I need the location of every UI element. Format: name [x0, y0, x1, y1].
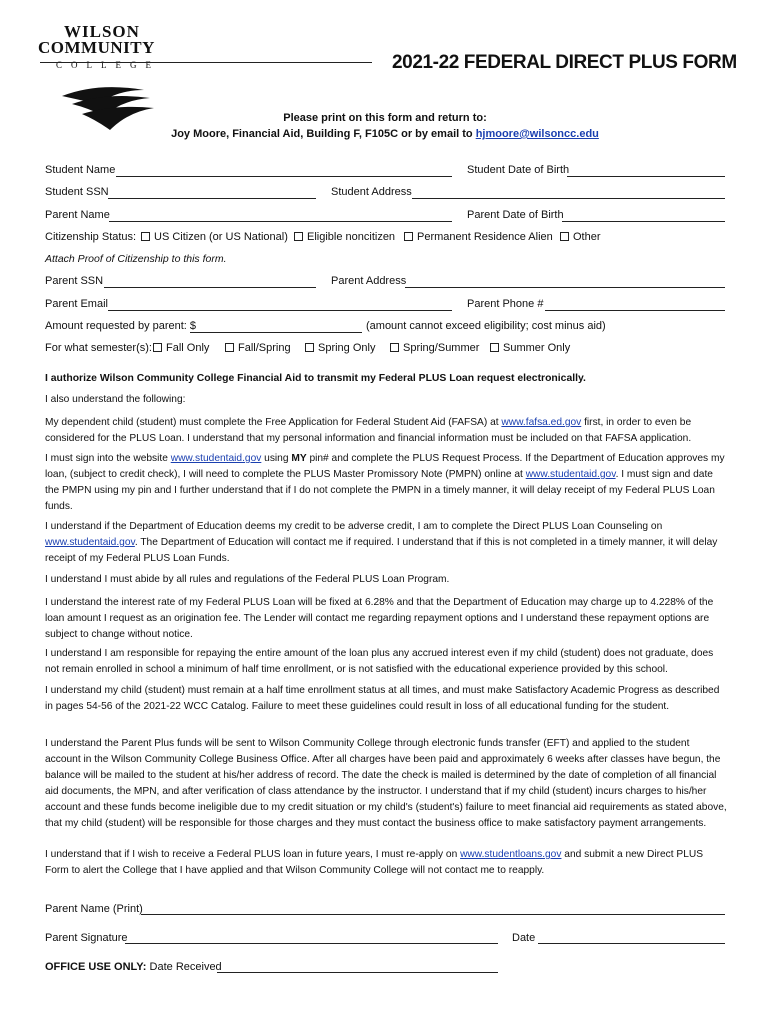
checkbox-icon[interactable] — [294, 232, 303, 241]
cit-option-label: Permanent Residence Alien — [417, 231, 553, 243]
parent-name-field[interactable] — [109, 221, 452, 222]
parent-name-print-label: Parent Name (Print) — [45, 903, 143, 915]
citizenship-label: Citizenship Status: — [45, 231, 137, 243]
parent-ssn-label: Parent SSN — [45, 275, 104, 287]
instructions-text: Joy Moore, Financial Aid, Building F, F105C or by email to — [171, 128, 476, 140]
cit-option-permanent[interactable] — [404, 231, 553, 243]
p2-text: I must sign into the website — [45, 453, 171, 464]
student-ssn-label: Student SSN — [45, 186, 109, 198]
sem-option-label: Spring Only — [318, 342, 376, 354]
parent-phone-label: Parent Phone # — [467, 298, 544, 310]
email-link[interactable]: hjmoore@wilsoncc.edu — [475, 128, 599, 140]
office-use-bold: OFFICE USE ONLY: — [45, 961, 147, 973]
fafsa-link[interactable]: www.fafsa.ed.gov — [501, 417, 582, 428]
checkbox-icon[interactable] — [390, 343, 399, 352]
p3-text: I understand if the Department of Education deems my credit to be adverse credit, I am to complete the Direct PLUS Loan Counseling on — [45, 521, 663, 532]
p2-text: using — [261, 453, 292, 464]
studentaid-link-3[interactable]: www.studentaid.gov — [45, 537, 135, 548]
p1-text-end: first, in order to even be considered for the PLUS Loan. I understand that my personal information and financial information must be included on that FAFSA application. — [45, 417, 692, 444]
cit-option-label: Other — [573, 231, 601, 243]
parent-signature-field[interactable] — [125, 943, 498, 944]
sem-option-spring[interactable] — [305, 342, 375, 354]
amount-note: (amount cannot exceed eligibility; cost minus aid) — [366, 320, 606, 332]
parent-phone-field[interactable] — [545, 310, 725, 311]
p9-text: I understand that if I wish to receive a Federal PLUS loan in future years, I must re-apply on — [45, 849, 461, 860]
header-rule — [40, 62, 372, 63]
parent-name-print-field[interactable] — [141, 914, 725, 915]
paragraph-fafsa — [45, 415, 727, 447]
sem-option-label: Fall/Spring — [238, 342, 291, 354]
student-address-field[interactable] — [412, 198, 725, 199]
amount-field[interactable] — [190, 332, 362, 333]
checkbox-icon[interactable] — [490, 343, 499, 352]
office-date-received: Date Received — [146, 961, 222, 973]
attach-note: Attach Proof of Citizenship to this form. — [45, 253, 227, 265]
student-ssn-field[interactable] — [108, 198, 316, 199]
p2-text: pin# and complete the PLUS Request Process. If the Department of Education approves my loan, (subject to credit check), I will need to complete the PLUS Master Promissory Note (PMPN) online at — [45, 453, 725, 480]
sem-option-label: Fall Only — [166, 342, 210, 354]
p2-text-end: . I must sign and date the PMPN using my pin and I further understand that if I do not complete the PMPN in a timely manner, it will delay receipt of my Federal PLUS Loan funds. — [45, 469, 715, 512]
parent-email-label: Parent Email — [45, 298, 108, 310]
paragraph-enrollment: I understand my child (student) must remain at a half time enrollment status at all times, and must make Satisfactory Academic Progress as described in pages 54-56 of the 2021-22 WCC Catalog. Failure to meet these guidelines could result in loss of all educational funding for the student. — [45, 685, 720, 712]
p2-bold: MY — [291, 453, 307, 464]
parent-dob-field[interactable] — [562, 221, 725, 222]
paragraph-reapply — [45, 847, 727, 879]
logo-line2: COMMUNITY — [38, 38, 155, 57]
also-understand: I also understand the following: — [45, 394, 186, 405]
date-field[interactable] — [538, 943, 725, 944]
paragraph-eft: I understand the Parent Plus funds will be sent to Wilson Community College through electronic funds transfer (EFT) and applied to the student account in the Wilson Community College Business Office. After all charges have been paid and approximately 6 weeks after classes have begun, the balance will be mailed to the student at his/her address of record. The date the check is mailed is determined by the date of completion of all financial aid documents, the MPN, and after verification of class attendance by the instructor. I understand that if my child (student) incurs charges to his/her account and these funds become ineligible due to my credit situation or my child's (student's) failure to meet financial aid requirements as stated above, that my child (student) will be responsible for those charges and they must contact the business office to make satisfactory payment arrangements. — [45, 738, 727, 829]
parent-email-field[interactable] — [108, 310, 452, 311]
sem-option-summer[interactable] — [490, 342, 570, 354]
cit-option-us[interactable] — [141, 231, 288, 243]
student-dob-label: Student Date of Birth — [467, 164, 570, 176]
checkbox-icon[interactable] — [404, 232, 413, 241]
parent-signature-label: Parent Signature — [45, 932, 128, 944]
checkbox-icon[interactable] — [560, 232, 569, 241]
parent-name-label: Parent Name — [45, 209, 110, 221]
form-title: 2021-22 FEDERAL DIRECT PLUS FORM — [392, 52, 737, 73]
parent-ssn-field[interactable] — [104, 287, 316, 288]
college-logo — [38, 22, 168, 122]
cit-option-label: US Citizen (or US National) — [154, 231, 288, 243]
office-use-label — [45, 961, 222, 973]
paragraph-adverse-credit — [45, 519, 727, 567]
student-address-label: Student Address — [331, 186, 412, 198]
checkbox-icon[interactable] — [141, 232, 150, 241]
sem-option-fall-spring[interactable] — [225, 342, 291, 354]
sem-option-fall[interactable] — [153, 342, 209, 354]
checkbox-icon[interactable] — [305, 343, 314, 352]
cit-option-other[interactable] — [560, 231, 601, 243]
paragraph-studentaid — [45, 451, 727, 515]
sem-option-spring-summer[interactable] — [390, 342, 479, 354]
parent-address-field[interactable] — [405, 287, 725, 288]
instructions-line1: Please print on this form and return to: — [283, 112, 487, 124]
authorize-statement: I authorize Wilson Community College Financial Aid to transmit my Federal PLUS Loan request electronically. — [45, 373, 586, 384]
sem-option-label: Spring/Summer — [403, 342, 480, 354]
studentaid-link[interactable]: www.studentaid.gov — [170, 453, 262, 464]
paragraph-repayment: I understand I am responsible for repaying the entire amount of the loan plus any accrued interest even if my child (student) does not graduate, does not remain enrolled in school a minimum of half time enrollment, or is not satisfied with the educational experience provided by this school. — [45, 648, 714, 675]
paragraph-interest: I understand the interest rate of my Federal PLUS Loan will be fixed at 6.28% and that the Department of Education may charge up to 4.228% of the loan amount I request as an origination fee. The Lender will contact me regarding repayment options and I understand these repayment options are subject to change without notice. — [45, 597, 714, 640]
p9-text-end: and submit a new Direct PLUS Form to alert the College that I have applied and that Wilson Community College will not contact me to reapply. — [45, 849, 704, 876]
parent-address-label: Parent Address — [331, 275, 407, 287]
parent-dob-label: Parent Date of Birth — [467, 209, 564, 221]
paragraph-rules: I understand I must abide by all rules and regulations of the Federal PLUS Loan Program. — [45, 574, 450, 585]
office-date-received-field[interactable] — [217, 972, 498, 973]
date-label: Date — [512, 932, 536, 944]
logo-line3: COLLEGE — [56, 60, 160, 70]
instructions-line2 — [0, 128, 770, 140]
logo-line1: WILSON — [64, 22, 140, 41]
sem-option-label: Summer Only — [503, 342, 571, 354]
student-name-label: Student Name — [45, 164, 116, 176]
cit-option-eligible[interactable] — [294, 231, 395, 243]
cit-option-label: Eligible noncitizen — [307, 231, 396, 243]
checkbox-icon[interactable] — [153, 343, 162, 352]
student-dob-field[interactable] — [567, 176, 725, 177]
semester-label: For what semester(s): — [45, 342, 152, 354]
p1-text: My dependent child (student) must complete the Free Application for Federal Student Aid (FAFSA) at — [45, 417, 502, 428]
student-name-field[interactable] — [116, 176, 452, 177]
studentaid-link-2[interactable]: www.studentaid.gov — [525, 469, 616, 480]
checkbox-icon[interactable] — [225, 343, 234, 352]
studentloans-link[interactable]: www.studentloans.gov — [460, 849, 562, 860]
amount-label: Amount requested by parent: $ — [45, 320, 197, 332]
p3-text-end: . The Department of Education will contact me if required. I understand that if this is not completed in a timely manner, it will delay receipt of my Federal PLUS Loan Funds. — [45, 537, 718, 564]
